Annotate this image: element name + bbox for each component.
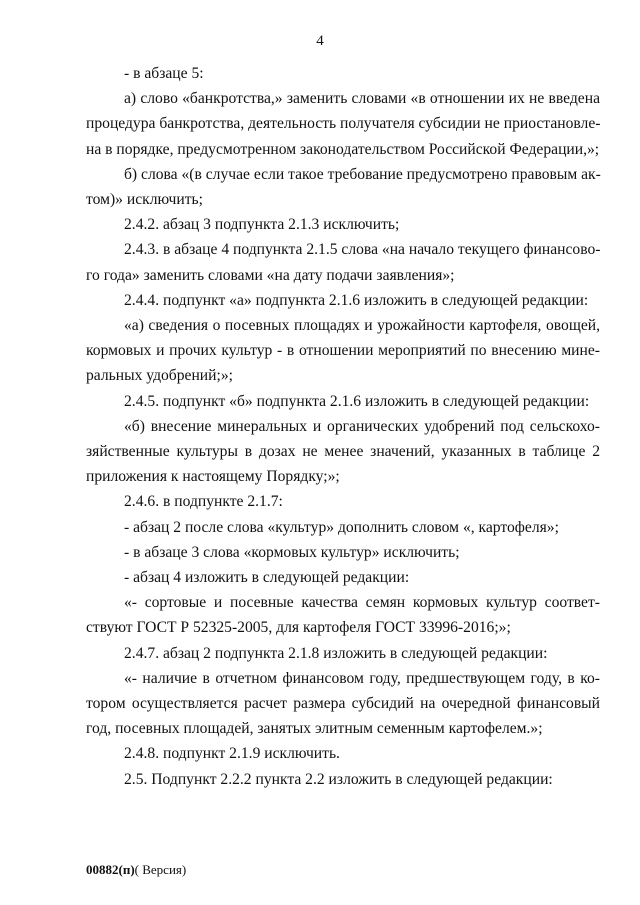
paragraph — [86, 641, 600, 666]
text-line: 2.4.2. абзац 3 подпункта 2.1.3 исключить; — [124, 216, 400, 234]
text-line: 2.4.3. в абзаце 4 подпункта 2.1.5 слова «на начало текущего финансово- — [124, 241, 601, 259]
paragraph — [86, 666, 600, 742]
text-line: на в порядке, предусмотренном законодательством Российской Федерации,»; — [86, 140, 600, 158]
text-line: кормовых и прочих культур - в отношении мероприятий по внесению мине- — [86, 342, 600, 360]
paragraph — [86, 489, 600, 514]
paragraph — [86, 590, 600, 640]
text-line: зяйственные культуры в дозах не менее значений, указанных в таблице 2 — [86, 443, 600, 461]
page-number: 4 — [316, 33, 324, 49]
text-line: 2.5. Подпункт 2.2.2 пункта 2.2 изложить в следующей редакции: — [124, 770, 553, 788]
text-line: а) слово «банкротства,» заменить словами «в отношении их не введена — [124, 90, 600, 108]
text-line: год, посевных площадей, занятых элитным семенным картофелем.»; — [86, 720, 543, 738]
text-line: «- наличие в отчетном финансовом году, предшествующем году, в ко- — [124, 669, 600, 687]
paragraph — [86, 86, 600, 162]
text-line: приложения к настоящему Порядку;»; — [86, 468, 340, 486]
paragraph — [86, 540, 600, 565]
text-line: 2.4.7. абзац 2 подпункта 2.1.8 изложить в следующей редакции: — [124, 644, 548, 662]
text-line: 2.4.8. подпункт 2.1.9 исключить. — [124, 745, 340, 763]
text-line: ральных удобрений;»; — [86, 367, 233, 385]
text-line: - абзац 4 изложить в следующей редакции: — [124, 569, 410, 587]
text-line: ствуют ГОСТ Р 52325-2005, для картофеля ГОСТ 33996-2016;»; — [86, 619, 511, 637]
paragraph — [86, 414, 600, 490]
document-version: ( Версия) — [134, 862, 187, 877]
paragraph — [86, 237, 600, 287]
paragraph — [86, 515, 600, 540]
paragraph — [86, 61, 600, 86]
document-footer — [86, 862, 186, 878]
text-line: «б) внесение минеральных и органических удобрений под сельскохо- — [124, 417, 600, 435]
text-line: го года» заменить словами «на дату подачи заявления»; — [86, 266, 455, 284]
text-line: «- сортовые и посевные качества семян кормовых культур соответ- — [124, 594, 600, 612]
text-line: 2.4.5. подпункт «б» подпункта 2.1.6 изложить в следующей редакции: — [124, 392, 590, 410]
paragraph — [86, 288, 600, 313]
paragraph — [86, 767, 600, 792]
text-line: 2.4.4. подпункт «а» подпункта 2.1.6 изложить в следующей редакции: — [124, 291, 589, 309]
text-line: «а) сведения о посевных площадях и урожайности картофеля, овощей, — [124, 317, 600, 335]
text-line: том)» исключить; — [86, 191, 203, 209]
paragraph — [86, 389, 600, 414]
paragraph — [86, 565, 600, 590]
paragraph — [86, 212, 600, 237]
text-line: б) слова «(в случае если такое требование предусмотрено правовым ак- — [124, 165, 601, 183]
text-line: - в абзаце 3 слова «кормовых культур» исключить; — [124, 543, 460, 561]
text-line: - абзац 2 после слова «культур» дополнить словом «, картофеля»; — [124, 518, 559, 536]
text-line: - в абзаце 5: — [124, 65, 204, 82]
text-line: процедура банкротства, деятельность получателя субсидии не приостановле- — [86, 115, 601, 133]
text-line: тором осуществляется расчет размера субсидий на очередной финансовый — [86, 695, 600, 713]
paragraph — [86, 313, 600, 389]
text-line: 2.4.6. в подпункте 2.1.7: — [124, 493, 283, 511]
paragraph — [86, 162, 600, 212]
document-code: 00882(п) — [86, 862, 135, 877]
paragraph — [86, 741, 600, 766]
document-body — [86, 61, 600, 792]
